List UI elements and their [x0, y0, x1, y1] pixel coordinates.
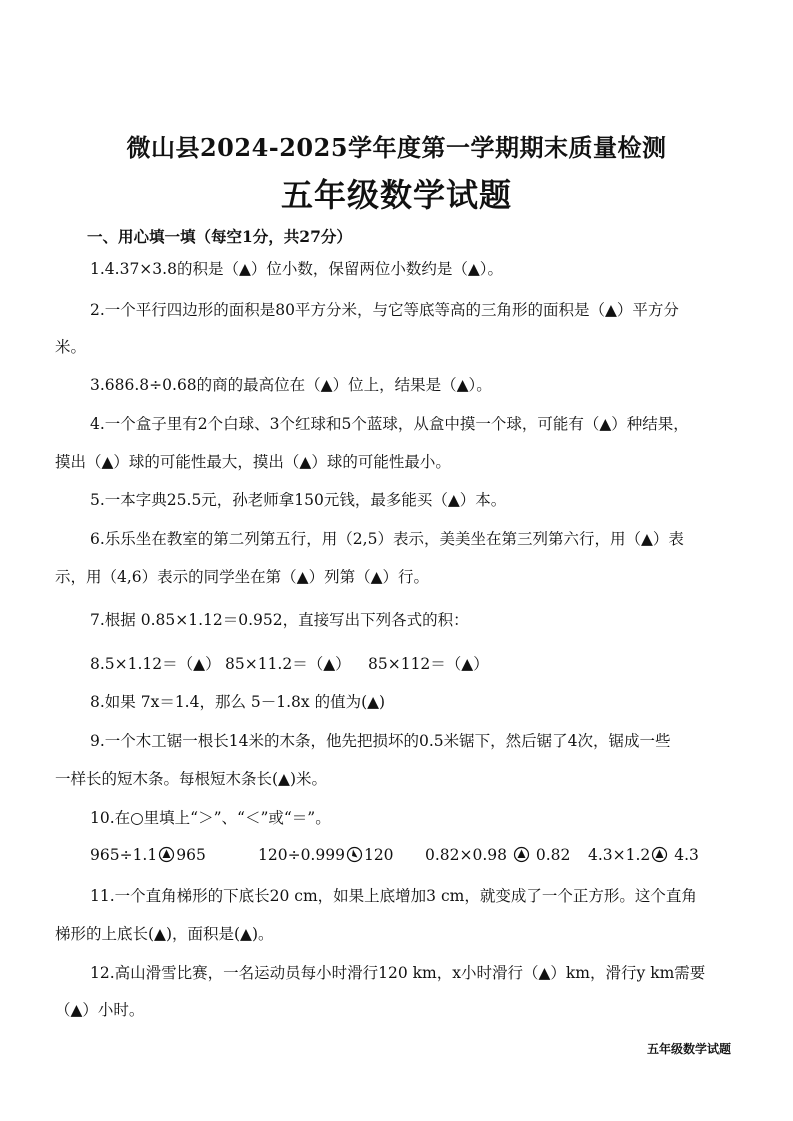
question-9-line-1: 9.一个木工锯一根长14米的木条，他先把损坏的0.5米锯下，然后锯了4次，锯成一些: [90, 732, 671, 750]
question-2-line-1: 2.一个平行四边形的面积是80平方分米，与它等底等高的三角形的面积是（▲）平方分: [90, 301, 679, 319]
question-10-item-a: [90, 846, 206, 864]
compare-circle-icon: [513, 846, 530, 863]
question-12-line-2: （▲）小时。: [55, 1001, 145, 1019]
question-10-item-a-right: 965: [176, 846, 206, 864]
question-4-line-1: 4.一个盒子里有2个白球、3个红球和5个蓝球，从盒中摸一个球，可能有（▲）种结果，: [90, 415, 689, 433]
question-9-line-2: 一样长的短木条。每根短木条长(▲)米。: [55, 770, 328, 788]
question-10-item-d-left: 4.3×1.2: [588, 846, 651, 864]
question-10: 10.在○里填上“＞”、“＜”或“＝”。: [90, 809, 331, 827]
question-7-item-b: 85×11.2＝（▲）: [225, 655, 351, 673]
compare-circle-icon: [158, 846, 175, 863]
question-11-line-1: 11.一个直角梯形的下底长20 cm，如果上底增加3 cm，就变成了一个正方形。这个直角: [90, 887, 697, 905]
question-5: 5.一本字典25.5元，孙老师拿150元钱，最多能买（▲）本。: [90, 491, 507, 509]
question-7-item-a: 8.5×1.12＝（▲）: [90, 655, 221, 673]
exam-title: 微山县2024-2025学年度第一学期期末质量检测: [126, 133, 667, 162]
question-10-item-a-left: 965÷1.1: [90, 846, 158, 864]
question-8: 8.如果 7x＝1.4，那么 5－1.8x 的值为(▲): [90, 693, 386, 711]
question-1: 1.4.37×3.8的积是（▲）位小数，保留两位小数约是（▲）。: [90, 260, 504, 278]
question-10-item-d: [588, 846, 699, 864]
question-6-line-1: 6.乐乐坐在教室的第二列第五行，用（2,5）表示，美美坐在第三列第六行，用（▲）表: [90, 530, 684, 548]
exam-subtitle: 五年级数学试题: [280, 176, 512, 214]
question-10-item-b-left: 120÷0.999: [258, 846, 345, 864]
question-7: 7.根据 0.85×1.12＝0.952，直接写出下列各式的积：: [90, 611, 469, 629]
section-heading: 一、用心填一填（每空1分，共27分）: [87, 227, 352, 246]
question-10-item-c-left: 0.82×0.98: [425, 846, 508, 864]
page-footer: 五年级数学试题: [646, 1042, 731, 1056]
question-10-item-c: [425, 846, 570, 864]
compare-circle-icon: [651, 846, 668, 863]
question-10-item-b-right: 120: [363, 846, 394, 864]
compare-circle-icon: [346, 846, 363, 863]
question-10-item-b: [258, 846, 394, 864]
question-4-line-2: 摸出（▲）球的可能性最大，摸出（▲）球的可能性最小。: [55, 453, 451, 471]
question-11-line-2: 梯形的上底长(▲)，面积是(▲)。: [55, 925, 274, 943]
question-7-item-c: 85×112＝（▲）: [368, 655, 489, 673]
question-10-item-c-right: 0.82: [535, 846, 571, 864]
question-10-item-d-right: 4.3: [674, 846, 699, 864]
question-2-line-2: 米。: [55, 338, 87, 356]
question-12-line-1: 12.高山滑雪比赛，一名运动员每小时滑行120 km，x小时滑行（▲）km，滑行y km需要: [90, 964, 706, 982]
question-3: 3.686.8÷0.68的商的最高位在（▲）位上，结果是（▲）。: [90, 376, 492, 394]
question-6-line-2: 示，用（4,6）表示的同学坐在第（▲）列第（▲）行。: [55, 568, 429, 586]
